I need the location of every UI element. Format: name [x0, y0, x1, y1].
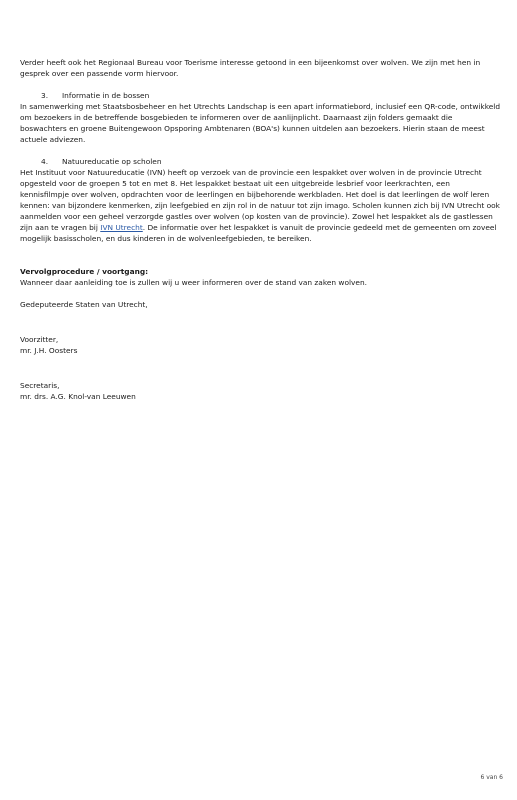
section-4-heading — [41, 156, 500, 167]
secretary-name: mr. drs. A.G. Knol-van Leeuwen — [20, 392, 136, 401]
section-4-body — [20, 167, 500, 244]
section-4-title: Natuureducatie op scholen — [62, 157, 162, 166]
procedure-heading: Vervolgprocedure / voortgang: — [20, 267, 149, 276]
ivn-utrecht-link[interactable]: IVN Utrecht — [100, 223, 143, 232]
closing-line: Gedeputeerde Staten van Utrecht, — [20, 300, 148, 309]
secretary-role: Secretaris, — [20, 381, 60, 390]
section-3-title: Informatie in de bossen — [62, 91, 150, 100]
page-number: 6 van 6 — [480, 774, 503, 781]
section-4-body-after-link: . De informatie over het lespakket is vanuit de provincie gedeeld met de gemeenten om zoveel mogelijk basisscholen, en dus kinderen in de wolvenleefgebieden, te bereiken. — [20, 223, 497, 243]
section-3-heading — [41, 90, 500, 101]
procedure-body: Wanneer daar aanleiding toe is zullen wij u weer informeren over de stand van zaken wolven. — [20, 278, 368, 287]
section-3-number: 3. — [41, 91, 49, 100]
section-3-body: In samenwerking met Staatsbosbeheer en het Utrechts Landschap is een apart informatiebord, inclusief een QR-code, ontwikkeld om bezoekers in de betreffende bosgebieden te informeren over de aanlijnplicht. Daarnaast zijn folders gemaakt die boswachters en groene Buitengewoon Opsporing Ambtenaren (BOA's) kunnen uitdelen aan bezoekers. Hierin staan de meest actuele adviezen. — [20, 102, 501, 144]
intro-paragraph: Verder heeft ook het Regionaal Bureau voor Toerisme interesse getoond in een bijeenkomst over wolven. We zijn met hen in gesprek over een passende vorm hiervoor. — [20, 58, 481, 78]
section-4-body-before-link: Het Instituut voor Natuureducatie (IVN) heeft op verzoek van de provincie een lespakket over wolven in de provincie Utrecht opgesteld voor de groepen 5 tot en met 8. Het lespakket bestaat uit een uitgebreide lesbrief voor leerkrachten, een kennisfilmpje over wolven, opdrachten voor de leerlingen en bijbehorende werkbladen. Het doel is dat leerlingen de wolf leren kennen: van bijzondere kenmerken, zijn leefgebied en zijn rol in de natuur tot zijn imago. Scholen kunnen zich bij IVN Utrecht ook aanmelden voor een geheel verzorgde gastles over wolven (op kosten van de provincie). Zowel het lespakket als de gastlessen zijn aan te vragen bij — [20, 168, 500, 232]
chair-role: Voorzitter, — [20, 335, 59, 344]
document-body — [20, 57, 500, 402]
chair-name: mr. J.H. Oosters — [20, 346, 78, 355]
section-4-number: 4. — [41, 157, 49, 166]
